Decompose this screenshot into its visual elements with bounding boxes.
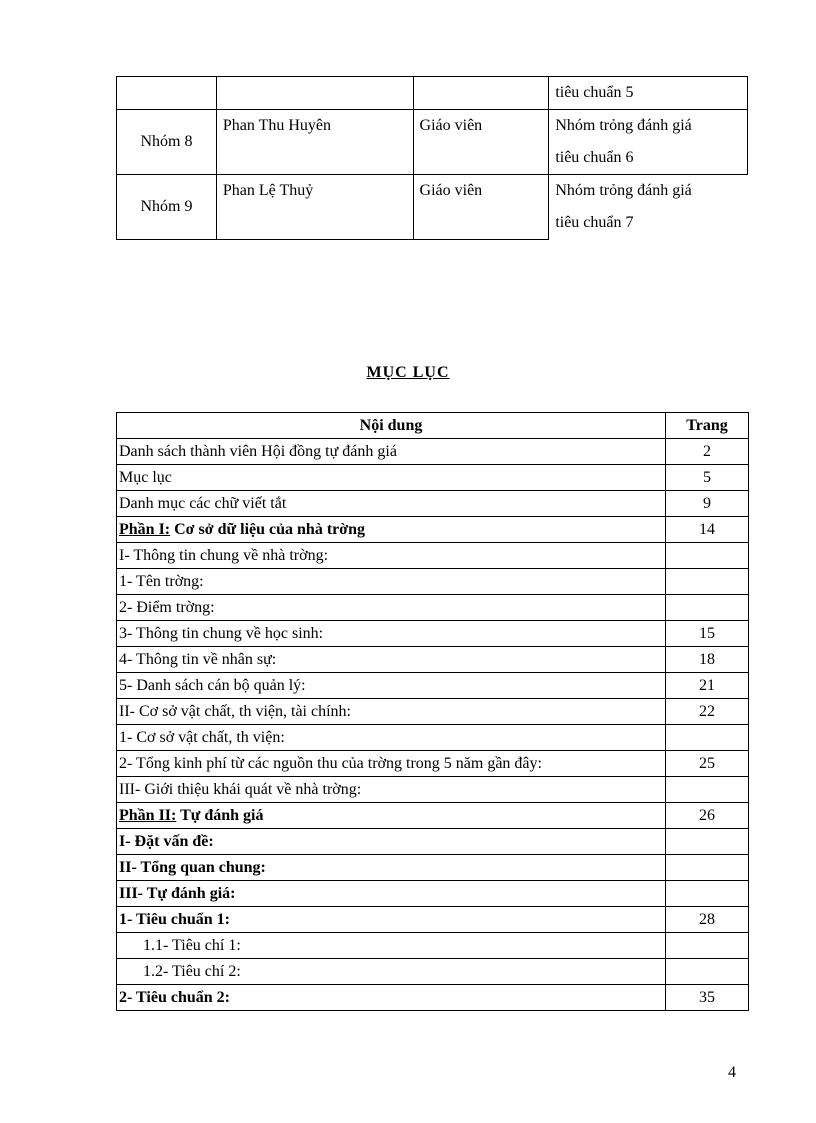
toc-page: 5 [666,465,749,491]
name-cell [216,77,413,110]
toc-entry: 1.1- Tiêu chí 1: [117,933,666,959]
role-cell [413,77,549,110]
name-cell: Phan Lệ Thuỷ [216,175,413,240]
part-title: Cơ sở dữ liệu của nhà trờng [170,521,365,538]
toc-entry: 1.2- Tiêu chí 2: [117,959,666,985]
role-cell: Giáo viên [413,110,549,175]
toc-entry [117,803,666,829]
toc-entry: 3- Thông tin chung về học sinh: [117,621,666,647]
table-row [117,647,749,673]
task-line: Nhóm trỏng đánh giá [555,182,692,199]
table-row [117,803,749,829]
table-row [117,569,749,595]
toc-page: 14 [666,517,749,543]
toc-page: 28 [666,907,749,933]
table-row [117,933,749,959]
table-row [117,985,749,1011]
table-row [117,855,749,881]
toc-entry: Danh sách thành viên Hội đồng tự đánh giá [117,439,666,465]
toc-entry [117,517,666,543]
toc-page [666,855,749,881]
toc-entry: Danh mục các chữ viết tắt [117,491,666,517]
table-row [117,725,749,751]
toc-page [666,829,749,855]
table-row [117,621,749,647]
task-line: tiêu chuẩn 6 [555,149,634,166]
toc-page: 9 [666,491,749,517]
table-row [117,699,749,725]
toc-entry: I- Đặt vấn đề: [117,829,666,855]
role-cell: Giáo viên [413,175,549,240]
table-row [117,829,749,855]
toc-entry: II- Tổng quan chung: [117,855,666,881]
toc-entry: II- Cơ sở vật chất, th viện, tài chính: [117,699,666,725]
table-row [117,751,749,777]
toc-page [666,725,749,751]
table-row [117,491,749,517]
table-row [117,175,748,240]
toc-page: 15 [666,621,749,647]
toc-page: 35 [666,985,749,1011]
toc-page: 2 [666,439,749,465]
group-cell [117,77,217,110]
page-number: 4 [728,1064,736,1081]
toc-page [666,569,749,595]
task-line: tiêu chuẩn 7 [555,214,634,231]
table-row [117,881,749,907]
table-row [117,673,749,699]
table-row [117,439,749,465]
toc-page: 25 [666,751,749,777]
members-table [116,76,748,240]
toc-page: 26 [666,803,749,829]
toc-entry: 2- Điểm trờng: [117,595,666,621]
content-header: Nội dung [117,413,666,439]
toc-entry: III- Giới thiệu khái quát về nhà trờng: [117,777,666,803]
toc-title: MỤC LỤC [366,364,450,381]
table-row [117,959,749,985]
toc-page: 21 [666,673,749,699]
part-label: Phần I: [119,521,171,538]
toc-entry: 2- Tổng kinh phí từ các nguồn thu của trờng trong 5 năm gần đây: [117,751,666,777]
toc-entry: I- Thông tin chung về nhà trờng: [117,543,666,569]
toc-entry: 2- Tiêu chuẩn 2: [117,985,666,1011]
task-line: Nhóm trỏng đánh giá [555,117,692,134]
table-row [117,517,749,543]
table-row [117,110,748,175]
toc-page [666,777,749,803]
toc-header-row [117,413,749,439]
toc-entry: 1- Tiêu chuẩn 1: [117,907,666,933]
toc-entry: 4- Thông tin về nhân sự: [117,647,666,673]
table-row [117,543,749,569]
toc-page [666,881,749,907]
group-cell: Nhóm 9 [117,175,217,240]
toc-page: 18 [666,647,749,673]
part-label: Phần II: [119,807,177,824]
toc-page [666,933,749,959]
task-cell [549,110,748,175]
toc-table [116,412,749,1011]
task-cell: tiêu chuẩn 5 [549,77,748,110]
table-row [117,777,749,803]
part-title: Tự đánh giá [176,807,264,824]
toc-page: 22 [666,699,749,725]
toc-page [666,543,749,569]
task-cell [549,175,748,240]
group-cell: Nhóm 8 [117,110,217,175]
toc-page [666,959,749,985]
toc-page [666,595,749,621]
toc-entry: 5- Danh sách cán bộ quản lý: [117,673,666,699]
table-row [117,77,748,110]
toc-entry: Mục lục [117,465,666,491]
table-row [117,465,749,491]
toc-entry: III- Tự đánh giá: [117,881,666,907]
table-row [117,595,749,621]
page-header: Trang [666,413,749,439]
name-cell: Phan Thu Huyên [216,110,413,175]
table-row [117,907,749,933]
toc-entry: 1- Cơ sở vật chất, th viện: [117,725,666,751]
toc-entry: 1- Tên trờng: [117,569,666,595]
